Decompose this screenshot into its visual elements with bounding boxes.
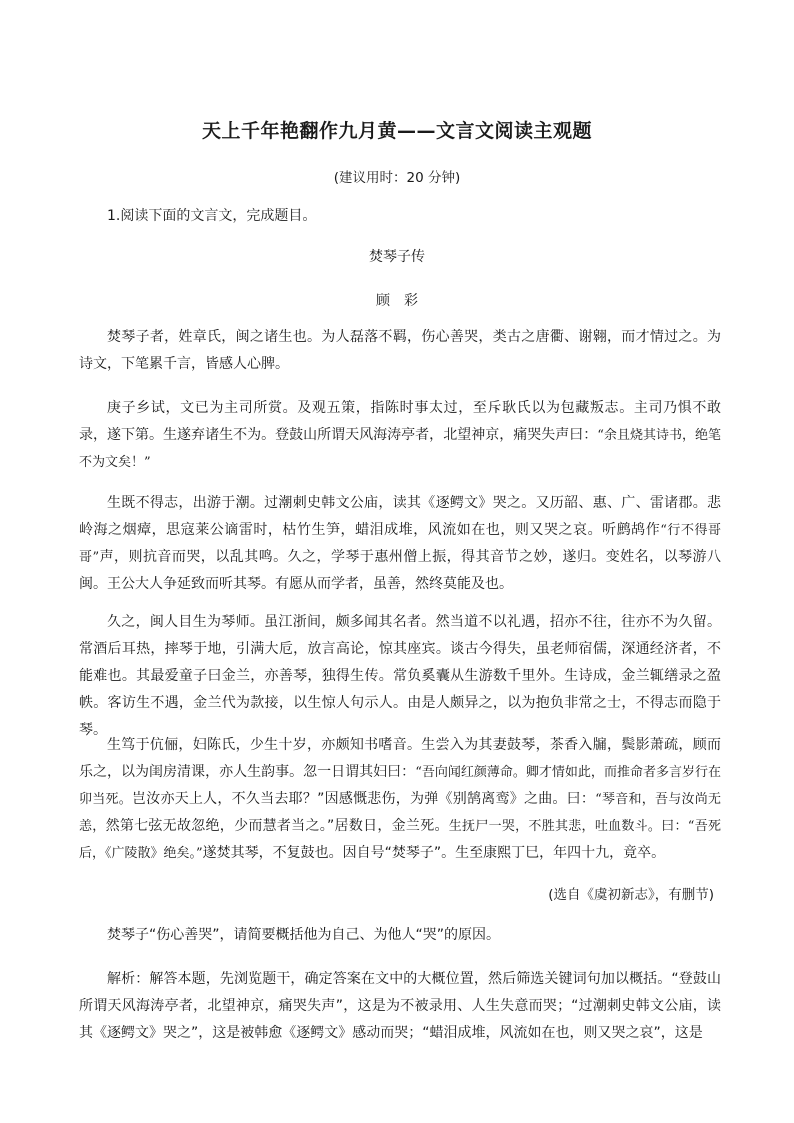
answer-analysis [79,966,721,1047]
passage-paragraph-2 [79,395,721,476]
paragraph-text: 久之，闽人目生为琴师。虽江浙间，颇多闻其名者。然当道不以礼遇，招亦不往，往亦不为久留。常酒后耳热，摔琴于地，引满大卮，放言高论，惊其座宾。谈古今得失，虽老师宿儒，深通经济者，不能难也。其最爱童子曰金兰，亦善琴，独得生传。常负奚囊从生游数千里外。生诗成，金兰辄缮录之盈帙。客访生不遇，金兰代为款接，以生惊人句示人。由是人颇异之，以为抱负非常之士，不得志而隐于琴。 [79,614,721,738]
passage-author: 顾彩 [376,293,432,309]
passage-paragraph-5 [79,732,721,867]
quoted-text: “余且烧其诗书，绝笔不为文矣！” [79,428,721,470]
paragraph-text: 岂汝亦天上人，不久当去耶？”因感慨悲伤，为弹《别鹄离鸾》之曲。曰： [131,791,596,807]
passage-paragraph-4 [79,609,721,744]
quoted-text: “行不得哥哥” [79,523,722,565]
source-citation: (选自《虞初新志》，有删节) [548,887,714,903]
paragraph-text: 生既不得志，出游于潮。过潮刺史韩文公庙，读其《逐鳄文》哭之。又历韶、惠、广、雷诸郡。悲岭海之烟瘴，思寇莱公谪雷时，枯竹生笋，蜡泪成堆，风流如在也，则又哭之哀。听鹧鸪作 [79,495,721,538]
paragraph-text: 遂焚其琴，不复鼓也。因自号“焚琴子”。生至康熙丁巳，年四十九，竟卒。 [202,845,666,861]
paragraph-text: 焚琴子者，姓章氏，闽之诸生也。为人磊落不羁，伤心善哭，类古之唐衢、谢翱，而才情过之。为诗文，下笔累千言，皆感人心脾。 [79,329,721,372]
passage-paragraph-3 [79,490,721,598]
suggested-time: (建议用时：20 分钟) [333,170,461,186]
question-text [79,922,721,949]
analysis-body: 解析：解答本题，先浏览题干，确定答案在文中的大概位置，然后筛选关键词句加以概括。“登鼓山所谓天风海涛亭者，北望神京，痛哭失声”，这是为不被录用、人生失意而哭；“过潮刺史韩文公庙，读其《逐鳄文》哭之”，这是被韩愈《逐鳄文》感动而哭；“蜡泪成堆，风流如在也，则又哭之哀”，这是 [79,971,721,1041]
paragraph-text: 声，则抗音而哭，以乱其鸣。久之，学琴于惠州僧上振，得其音节之妙，遂归。变姓名，以琴游八闽。王公大人争延致而听其琴。有愿从而学者，虽善，然终莫能及也。 [79,549,721,592]
page-title: 天上千年艳翻作九月黄——文言文阅读主观题 [201,120,592,142]
question-intro: 1.阅读下面的文言文，完成题目。 [107,208,317,224]
passage-title: 焚琴子传 [369,249,425,265]
paragraph-text: 庚子乡试，文已为主司所赏。及观五策，指陈时事太过，至斥耿氏以为包藏叛志。主司乃惧不敢录，遂下第。生遂弃诸生不为。登鼓山所谓天风海涛亭者，北望神京，痛哭失声曰： [79,400,721,443]
paragraph-text: 然第七弦无故忽绝，少而慧者当之。”居数日，金兰死。 [105,818,449,834]
passage-paragraph-1 [79,324,721,378]
paragraph-text: 生笃于伉俪，妇陈氏，少生十岁，亦颇知书嗜音。生尝入为其妻鼓琴，茶香入牖，鬓影萧疏，顾而乐之，以为闺房清课，亦人生韵事。忽一日谓其妇曰： [79,737,721,780]
quoted-text: “吾向闻红颜薄命。卿才情如此，而推命者多言岁行在卯当死。 [79,765,722,807]
quoted-text: 生抚尸一哭，不胜其悲，吐血数斗。曰：“吾死后，《广陵散》绝矣。” [79,819,721,861]
question-body: 焚琴子“伤心善哭”，请简要概括他为自己、为他人“哭”的原因。 [107,927,501,943]
quoted-text: “琴音和，吾与汝尚无恙， [79,792,721,834]
